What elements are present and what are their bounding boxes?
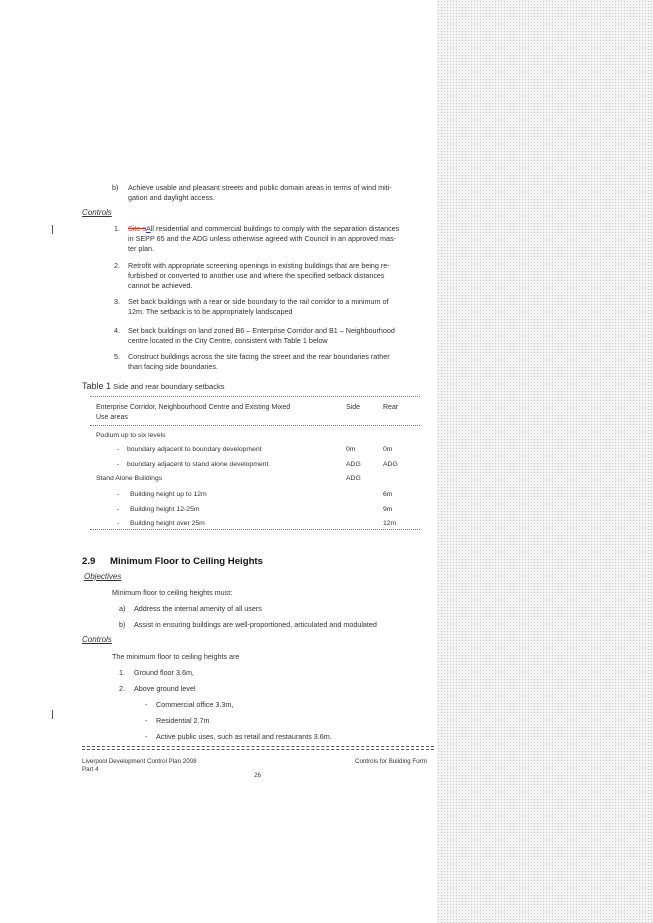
section-number: 2.9 [82,556,96,567]
paragraph-line: Set back buildings with a rear or side boundary to the rail corridor to a minimum of [128,297,389,306]
list-number: 4. [114,326,120,335]
table-cell-label: Building height up to 12m [130,491,207,498]
paragraph-line: Construct buildings across the site facing the street and the rear boundaries rather [128,352,390,361]
list-number: 2. [114,261,120,270]
bullet: - [145,700,148,709]
paragraph-line: ter plan. [128,244,154,253]
table-caption [82,381,225,391]
table-top-rule [90,396,420,397]
table-cell-label: Building height over 25m [130,520,205,527]
table-caption-text: Side and rear boundary setbacks [111,382,225,391]
paragraph-line: in SEPP 65 and the ADG unless otherwise agreed with Council in an approved mas- [128,234,396,243]
table-cell-side: 0m [346,446,356,453]
table-header-rule [90,425,420,426]
table-cell-label: Stand Alone Buildings [96,475,163,482]
section-title: Minimum Floor to Ceiling Heights [110,556,263,567]
section-heading [82,556,263,567]
table-bottom-rule [90,529,420,530]
table-cell-side: ADG [346,461,361,468]
footer-rule [82,746,434,747]
table-cell-rear: 12m [383,520,397,527]
paragraph-line: Set back buildings on land zoned B6 – Enterprise Corridor and B1 – Neighbourhood [128,326,395,335]
bullet: - [117,491,120,498]
paragraph-line: Retrofit with appropriate screening openings in existing buildings that are being re- [128,261,390,270]
paragraph-line: Ground floor 3.6m, [134,668,194,677]
bullet: - [145,716,148,725]
table-cell-label: boundary adjacent to stand alone development [127,461,269,468]
table-cell-rear: 0m [383,446,393,453]
deleted-text: Site s [128,224,146,233]
change-bar [52,225,53,234]
table-cell-rear: ADG [383,461,398,468]
bullet: - [145,732,148,741]
footer-document-title: Liverpool Development Control Plan 2008 [82,758,197,765]
table-cell-label: Podium up to six levels [96,432,166,439]
controls-heading: Controls [82,635,112,644]
table-header-rear: Rear [383,404,399,411]
list-number: 5. [114,352,120,361]
change-bar [52,710,53,719]
tracked-change-line [128,224,399,234]
comment-margin-pane [437,0,653,923]
paragraph-line: furbished or converted to another use and where the specified setback distances [128,271,385,280]
table-header-cell: Enterprise Corridor, Neighbourhood Centre and Existing Mixed [96,404,291,411]
footer-part: Part 4 [82,766,99,773]
table-cell-side: ADG [346,475,361,482]
footer-rule [82,749,434,750]
paragraph-line: gation and daylight access. [128,193,215,202]
table-header-cell: Use areas [96,414,128,421]
footer-section-title: Controls for Building Form [355,758,427,765]
page-number: 26 [254,772,261,779]
table-cell-label: Building height 12-25m [130,506,200,513]
inserted-text: A [145,224,151,233]
paragraph-line: Residential 2.7m [156,716,210,725]
bullet: - [117,446,120,453]
list-marker: b) [112,183,119,192]
paragraph-line: 12m. The setback is to be appropriately landscaped [128,307,293,316]
controls-heading: Controls [82,208,112,217]
paragraph-line: Address the internal amenity of all users [134,604,262,613]
paragraph-text: ll residential and commercial buildings to comply with the separation distances [150,224,400,233]
paragraph-line: centre located in the City Centre, consistent with Table 1 below [128,336,328,345]
bullet: - [117,506,120,513]
paragraph-line: Active public uses, such as retail and restaurants 3.6m. [156,732,332,741]
paragraph-line: Above ground level [134,684,196,693]
table-cell-rear: 6m [383,491,393,498]
list-number: 1. [114,224,120,233]
paragraph-line: cannot be achieved. [128,281,193,290]
objectives-heading: Objectives [84,572,122,581]
list-number: 2. [119,684,125,693]
list-number: 3. [114,297,120,306]
list-marker: b) [119,620,126,629]
paragraph-line: Assist in ensuring buildings are well-proportioned, articulated and modulated [134,620,377,629]
bullet: - [117,520,120,527]
list-marker: a) [119,604,126,613]
paragraph-line: The minimum floor to ceiling heights are [112,652,240,661]
list-number: 1. [119,668,125,677]
paragraph-line: than facing side boundaries. [128,362,218,371]
table-header-side: Side [346,404,361,411]
table-caption-label: Table 1 [82,381,112,391]
paragraph-line: Commercial office 3.3m, [156,700,234,709]
bullet: - [117,461,120,468]
paragraph-line: Minimum floor to ceiling heights must: [112,588,233,597]
table-cell-label: boundary adjacent to boundary development [127,446,262,453]
table-cell-rear: 9m [383,506,393,513]
paragraph-line: Achieve usable and pleasant streets and public domain areas in terms of wind miti- [128,183,392,192]
